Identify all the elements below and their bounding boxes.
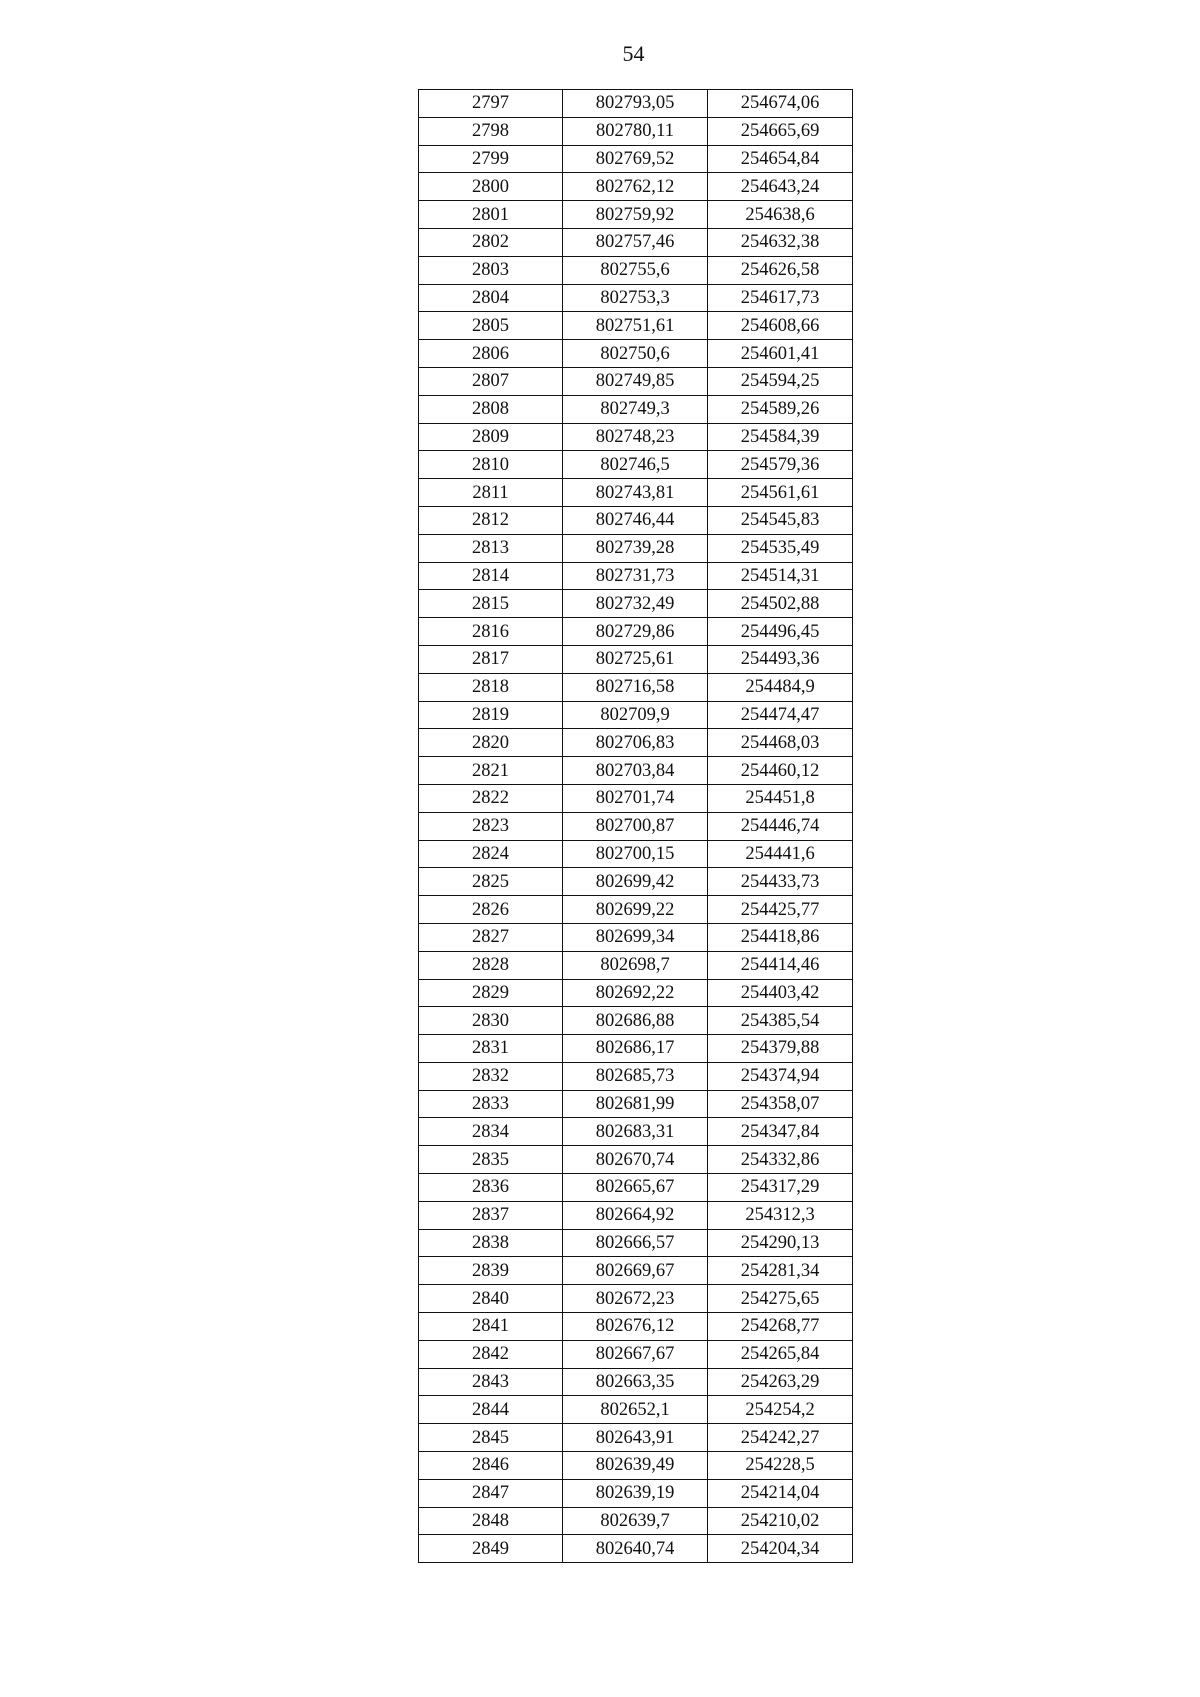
x-coordinate-cell: 802672,23: [563, 1285, 708, 1313]
y-coordinate-cell: 254514,31: [708, 562, 853, 590]
y-coordinate-cell: 254418,86: [708, 923, 853, 951]
y-coordinate-cell: 254268,77: [708, 1313, 853, 1341]
point-number-cell: 2848: [419, 1507, 563, 1535]
table-row: [419, 701, 853, 729]
y-coordinate-cell: 254601,41: [708, 340, 853, 368]
point-number-cell: 2812: [419, 506, 563, 534]
table-row: [419, 90, 853, 118]
table-row: [419, 173, 853, 201]
point-number-cell: 2817: [419, 645, 563, 673]
y-coordinate-cell: 254493,36: [708, 645, 853, 673]
table-row: [419, 729, 853, 757]
x-coordinate-cell: 802665,67: [563, 1174, 708, 1202]
y-coordinate-cell: 254446,74: [708, 812, 853, 840]
x-coordinate-cell: 802749,85: [563, 367, 708, 395]
x-coordinate-cell: 802751,61: [563, 312, 708, 340]
table-row: [419, 1090, 853, 1118]
x-coordinate-cell: 802639,49: [563, 1452, 708, 1480]
x-coordinate-cell: 802700,15: [563, 840, 708, 868]
point-number-cell: 2797: [419, 90, 563, 118]
table-row: [419, 256, 853, 284]
point-number-cell: 2800: [419, 173, 563, 201]
x-coordinate-cell: 802670,74: [563, 1146, 708, 1174]
x-coordinate-cell: 802716,58: [563, 673, 708, 701]
x-coordinate-cell: 802699,42: [563, 868, 708, 896]
x-coordinate-cell: 802743,81: [563, 479, 708, 507]
y-coordinate-cell: 254460,12: [708, 757, 853, 785]
y-coordinate-cell: 254433,73: [708, 868, 853, 896]
point-number-cell: 2806: [419, 340, 563, 368]
point-number-cell: 2843: [419, 1368, 563, 1396]
point-number-cell: 2813: [419, 534, 563, 562]
table-row: [419, 284, 853, 312]
x-coordinate-cell: 802669,67: [563, 1257, 708, 1285]
y-coordinate-cell: 254638,6: [708, 201, 853, 229]
table-row: [419, 145, 853, 173]
x-coordinate-cell: 802753,3: [563, 284, 708, 312]
page-number: 54: [622, 41, 645, 66]
table-row: [419, 1424, 853, 1452]
y-coordinate-cell: 254254,2: [708, 1396, 853, 1424]
y-coordinate-cell: 254204,34: [708, 1535, 853, 1563]
point-number-cell: 2837: [419, 1201, 563, 1229]
table-row: [419, 395, 853, 423]
point-number-cell: 2818: [419, 673, 563, 701]
x-coordinate-cell: 802739,28: [563, 534, 708, 562]
x-coordinate-cell: 802699,22: [563, 896, 708, 924]
point-number-cell: 2802: [419, 228, 563, 256]
point-number-cell: 2839: [419, 1257, 563, 1285]
point-number-cell: 2804: [419, 284, 563, 312]
y-coordinate-cell: 254281,34: [708, 1257, 853, 1285]
point-number-cell: 2821: [419, 757, 563, 785]
table-row: [419, 979, 853, 1007]
point-number-cell: 2810: [419, 451, 563, 479]
x-coordinate-cell: 802762,12: [563, 173, 708, 201]
point-number-cell: 2831: [419, 1035, 563, 1063]
y-coordinate-cell: 254626,58: [708, 256, 853, 284]
x-coordinate-cell: 802686,17: [563, 1035, 708, 1063]
table-row: [419, 1118, 853, 1146]
x-coordinate-cell: 802793,05: [563, 90, 708, 118]
y-coordinate-cell: 254468,03: [708, 729, 853, 757]
y-coordinate-cell: 254332,86: [708, 1146, 853, 1174]
table-row: [419, 1174, 853, 1202]
point-number-cell: 2841: [419, 1313, 563, 1341]
x-coordinate-cell: 802676,12: [563, 1313, 708, 1341]
y-coordinate-cell: 254594,25: [708, 367, 853, 395]
y-coordinate-cell: 254451,8: [708, 784, 853, 812]
point-number-cell: 2805: [419, 312, 563, 340]
point-number-cell: 2842: [419, 1340, 563, 1368]
y-coordinate-cell: 254228,5: [708, 1452, 853, 1480]
table-row: [419, 1340, 853, 1368]
x-coordinate-cell: 802750,6: [563, 340, 708, 368]
point-number-cell: 2845: [419, 1424, 563, 1452]
y-coordinate-cell: 254589,26: [708, 395, 853, 423]
point-number-cell: 2824: [419, 840, 563, 868]
y-coordinate-cell: 254275,65: [708, 1285, 853, 1313]
table-row: [419, 590, 853, 618]
table-row: [419, 868, 853, 896]
x-coordinate-cell: 802748,23: [563, 423, 708, 451]
y-coordinate-cell: 254474,47: [708, 701, 853, 729]
point-number-cell: 2798: [419, 117, 563, 145]
y-coordinate-cell: 254214,04: [708, 1479, 853, 1507]
x-coordinate-cell: 802699,34: [563, 923, 708, 951]
x-coordinate-cell: 802663,35: [563, 1368, 708, 1396]
x-coordinate-cell: 802667,67: [563, 1340, 708, 1368]
table-row: [419, 1035, 853, 1063]
point-number-cell: 2822: [419, 784, 563, 812]
table-row: [419, 618, 853, 646]
y-coordinate-cell: 254545,83: [708, 506, 853, 534]
y-coordinate-cell: 254608,66: [708, 312, 853, 340]
point-number-cell: 2849: [419, 1535, 563, 1563]
table-row: [419, 1452, 853, 1480]
x-coordinate-cell: 802725,61: [563, 645, 708, 673]
table-row: [419, 228, 853, 256]
y-coordinate-cell: 254358,07: [708, 1090, 853, 1118]
point-number-cell: 2840: [419, 1285, 563, 1313]
table-row: [419, 451, 853, 479]
point-number-cell: 2829: [419, 979, 563, 1007]
y-coordinate-cell: 254632,38: [708, 228, 853, 256]
coordinates-table: [418, 89, 853, 1563]
table-row: [419, 479, 853, 507]
point-number-cell: 2826: [419, 896, 563, 924]
point-number-cell: 2811: [419, 479, 563, 507]
table-row: [419, 1285, 853, 1313]
y-coordinate-cell: 254665,69: [708, 117, 853, 145]
table-row: [419, 784, 853, 812]
point-number-cell: 2801: [419, 201, 563, 229]
y-coordinate-cell: 254379,88: [708, 1035, 853, 1063]
x-coordinate-cell: 802729,86: [563, 618, 708, 646]
x-coordinate-cell: 802639,7: [563, 1507, 708, 1535]
point-number-cell: 2834: [419, 1118, 563, 1146]
table-row: [419, 757, 853, 785]
x-coordinate-cell: 802698,7: [563, 951, 708, 979]
x-coordinate-cell: 802757,46: [563, 228, 708, 256]
table-row: [419, 312, 853, 340]
x-coordinate-cell: 802700,87: [563, 812, 708, 840]
x-coordinate-cell: 802759,92: [563, 201, 708, 229]
table-row: [419, 1201, 853, 1229]
table-row: [419, 896, 853, 924]
point-number-cell: 2838: [419, 1229, 563, 1257]
point-number-cell: 2846: [419, 1452, 563, 1480]
y-coordinate-cell: 254561,61: [708, 479, 853, 507]
x-coordinate-cell: 802701,74: [563, 784, 708, 812]
point-number-cell: 2823: [419, 812, 563, 840]
table-row: [419, 1062, 853, 1090]
table-row: [419, 534, 853, 562]
x-coordinate-cell: 802666,57: [563, 1229, 708, 1257]
point-number-cell: 2828: [419, 951, 563, 979]
y-coordinate-cell: 254502,88: [708, 590, 853, 618]
table-row: [419, 562, 853, 590]
y-coordinate-cell: 254484,9: [708, 673, 853, 701]
x-coordinate-cell: 802639,19: [563, 1479, 708, 1507]
y-coordinate-cell: 254403,42: [708, 979, 853, 1007]
table-row: [419, 1396, 853, 1424]
y-coordinate-cell: 254617,73: [708, 284, 853, 312]
y-coordinate-cell: 254674,06: [708, 90, 853, 118]
table-row: [419, 645, 853, 673]
y-coordinate-cell: 254317,29: [708, 1174, 853, 1202]
table-row: [419, 951, 853, 979]
point-number-cell: 2827: [419, 923, 563, 951]
table-row: [419, 1368, 853, 1396]
x-coordinate-cell: 802703,84: [563, 757, 708, 785]
y-coordinate-cell: 254374,94: [708, 1062, 853, 1090]
y-coordinate-cell: 254654,84: [708, 145, 853, 173]
point-number-cell: 2814: [419, 562, 563, 590]
table-row: [419, 1007, 853, 1035]
table-row: [419, 423, 853, 451]
table-row: [419, 1257, 853, 1285]
point-number-cell: 2820: [419, 729, 563, 757]
table-row: [419, 1313, 853, 1341]
point-number-cell: 2844: [419, 1396, 563, 1424]
point-number-cell: 2847: [419, 1479, 563, 1507]
y-coordinate-cell: 254312,3: [708, 1201, 853, 1229]
y-coordinate-cell: 254579,36: [708, 451, 853, 479]
x-coordinate-cell: 802643,91: [563, 1424, 708, 1452]
x-coordinate-cell: 802685,73: [563, 1062, 708, 1090]
y-coordinate-cell: 254535,49: [708, 534, 853, 562]
x-coordinate-cell: 802769,52: [563, 145, 708, 173]
y-coordinate-cell: 254210,02: [708, 1507, 853, 1535]
table-row: [419, 367, 853, 395]
point-number-cell: 2815: [419, 590, 563, 618]
x-coordinate-cell: 802731,73: [563, 562, 708, 590]
x-coordinate-cell: 802683,31: [563, 1118, 708, 1146]
table-row: [419, 1229, 853, 1257]
y-coordinate-cell: 254347,84: [708, 1118, 853, 1146]
point-number-cell: 2830: [419, 1007, 563, 1035]
point-number-cell: 2808: [419, 395, 563, 423]
table-row: [419, 840, 853, 868]
y-coordinate-cell: 254265,84: [708, 1340, 853, 1368]
table-row: [419, 1507, 853, 1535]
y-coordinate-cell: 254496,45: [708, 618, 853, 646]
point-number-cell: 2835: [419, 1146, 563, 1174]
point-number-cell: 2833: [419, 1090, 563, 1118]
point-number-cell: 2836: [419, 1174, 563, 1202]
y-coordinate-cell: 254242,27: [708, 1424, 853, 1452]
point-number-cell: 2816: [419, 618, 563, 646]
x-coordinate-cell: 802686,88: [563, 1007, 708, 1035]
x-coordinate-cell: 802746,5: [563, 451, 708, 479]
x-coordinate-cell: 802640,74: [563, 1535, 708, 1563]
table-row: [419, 506, 853, 534]
table-row: [419, 201, 853, 229]
point-number-cell: 2799: [419, 145, 563, 173]
table-row: [419, 673, 853, 701]
x-coordinate-cell: 802732,49: [563, 590, 708, 618]
point-number-cell: 2825: [419, 868, 563, 896]
x-coordinate-cell: 802681,99: [563, 1090, 708, 1118]
x-coordinate-cell: 802664,92: [563, 1201, 708, 1229]
table-row: [419, 812, 853, 840]
coordinates-table-body: [419, 90, 853, 1563]
table-row: [419, 117, 853, 145]
y-coordinate-cell: 254425,77: [708, 896, 853, 924]
point-number-cell: 2809: [419, 423, 563, 451]
point-number-cell: 2803: [419, 256, 563, 284]
x-coordinate-cell: 802749,3: [563, 395, 708, 423]
table-row: [419, 340, 853, 368]
y-coordinate-cell: 254414,46: [708, 951, 853, 979]
x-coordinate-cell: 802755,6: [563, 256, 708, 284]
point-number-cell: 2832: [419, 1062, 563, 1090]
x-coordinate-cell: 802706,83: [563, 729, 708, 757]
x-coordinate-cell: 802746,44: [563, 506, 708, 534]
y-coordinate-cell: 254441,6: [708, 840, 853, 868]
y-coordinate-cell: 254263,29: [708, 1368, 853, 1396]
y-coordinate-cell: 254290,13: [708, 1229, 853, 1257]
y-coordinate-cell: 254643,24: [708, 173, 853, 201]
x-coordinate-cell: 802652,1: [563, 1396, 708, 1424]
table-row: [419, 1535, 853, 1563]
x-coordinate-cell: 802780,11: [563, 117, 708, 145]
x-coordinate-cell: 802709,9: [563, 701, 708, 729]
x-coordinate-cell: 802692,22: [563, 979, 708, 1007]
y-coordinate-cell: 254385,54: [708, 1007, 853, 1035]
y-coordinate-cell: 254584,39: [708, 423, 853, 451]
table-row: [419, 1479, 853, 1507]
point-number-cell: 2819: [419, 701, 563, 729]
point-number-cell: 2807: [419, 367, 563, 395]
table-row: [419, 923, 853, 951]
table-row: [419, 1146, 853, 1174]
